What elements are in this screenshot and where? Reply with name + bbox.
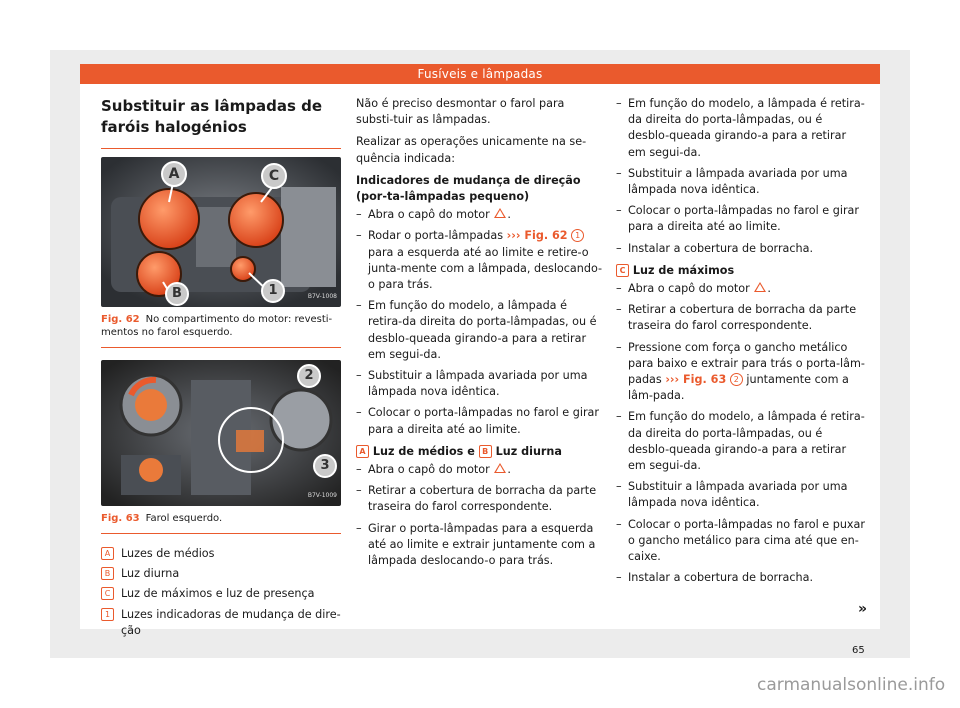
list-item: – Instalar a cobertura de borracha. (616, 241, 866, 257)
step-text: Abra o capô do motor (368, 208, 490, 222)
legend-text: Luz diurna (121, 567, 180, 581)
figure-62-caption-text: No compartimento do motor: revesti-mentos no farol esquerdo. (101, 314, 333, 338)
legend-text: Luz de máximos e luz de presença (121, 587, 315, 601)
legend-key-a: A (101, 547, 114, 560)
subheading-dipped-daytime (356, 444, 603, 460)
figure-62-code: B7V-1008 (307, 292, 337, 300)
legend-row (101, 546, 341, 562)
continue-arrow-icon: » (858, 601, 868, 617)
list-item: – Girar o porta-lâmpadas para a esquerda até ao limite e extrair juntamente com a lâmpada deslocando-o para trás. (356, 521, 603, 570)
figure-63 (101, 360, 341, 506)
key-c-icon: C (616, 264, 629, 277)
list-item: – Substituir a lâmpada avariada por uma lâmpada nova idêntica. (616, 166, 866, 198)
list-item: – Em função do modelo, a lâmpada é retira-da direita do porta-lâmpadas, ou é desblo-queada girando-a para a retirar em segui-da. (616, 96, 866, 161)
section-title: Substituir as lâmpadas de faróis halogénios (101, 96, 341, 149)
list-item: – Colocar o porta-lâmpadas no farol e puxar o gancho metálico para cima até que en-caixe. (616, 517, 866, 566)
legend-key-1: 1 (101, 608, 114, 621)
high-beam-steps (616, 281, 866, 586)
list-item: – Em função do modelo, a lâmpada é retira-da direita do porta-lâmpadas, ou é desblo-queada girando-a para a retirar em segui-da. (356, 298, 603, 363)
legend-text: Luzes indicadoras de mudança de dire-ção (121, 607, 341, 637)
list-item: – Instalar a cobertura de borracha. (616, 570, 866, 586)
watermark: carmanualsonline.info (757, 675, 946, 695)
page-number: 65 (852, 645, 865, 656)
list-item: – Em função do modelo, a lâmpada é retira-da direita do porta-lâmpadas, ou é desblo-queada girando-a para a retirar em segui-da. (616, 409, 866, 474)
step-text: Abra o capô do motor (628, 282, 750, 296)
figure-link[interactable]: ››› Fig. 62 (506, 229, 568, 243)
figure-62-number: Fig. 62 (101, 314, 140, 325)
chapter-header: Fusíveis e lâmpadas (80, 64, 880, 84)
subheading-text: Luz de médios e (369, 444, 479, 458)
warning-icon (754, 282, 766, 292)
list-item: – Retirar a cobertura de borracha da parte traseira do farol correspondente. (356, 483, 603, 515)
column-3 (616, 96, 866, 592)
legend-row (101, 566, 341, 582)
legend-row (101, 607, 341, 639)
list-item (616, 340, 866, 405)
figure-63-label-3: 3 (313, 454, 337, 478)
step-text: para a esquerda até ao limite e retire-o junta-mente com a lâmpada, deslocando-o para trás. (368, 245, 603, 292)
subheading-indicators: Indicadores de mudança de direção (por-ta-lâmpadas pequeno) (356, 173, 581, 204)
list-item: – Abra o capô do motor . (356, 462, 603, 478)
dipped-daytime-steps (356, 462, 603, 569)
sequence-paragraph: Realizar as operações unicamente na se-quência indicada: (356, 135, 587, 165)
dipped-daytime-steps-cont (616, 96, 866, 257)
list-item: – Abra o capô do motor . (616, 281, 866, 297)
figure-63-label-2: 2 (297, 364, 321, 388)
figure-62-caption (101, 307, 341, 348)
subheading-high-beam (616, 263, 866, 279)
legend-key-c: C (101, 587, 114, 600)
key-a-icon: A (356, 445, 369, 458)
figure-63-number: Fig. 63 (101, 513, 140, 524)
column-2 (356, 96, 603, 575)
figure-62-label-b: B (165, 282, 189, 306)
callout-2-icon: 2 (730, 373, 743, 386)
list-item: – Retirar a cobertura de borracha da parte traseira do farol correspondente. (616, 302, 866, 334)
list-item (356, 228, 603, 293)
subheading-text: Luz de máximos (629, 263, 735, 277)
legend-key-b: B (101, 567, 114, 580)
warning-icon (494, 463, 506, 473)
figure-62-label-c: C (261, 163, 287, 189)
list-item: – Abra o capô do motor . (356, 207, 603, 223)
legend (101, 546, 341, 639)
step-text: Abra o capô do motor (368, 463, 490, 477)
callout-1-icon: 1 (571, 229, 584, 242)
step-text: Rodar o porta-lâmpadas (368, 229, 507, 243)
list-item: – Substituir a lâmpada avariada por uma lâmpada nova idêntica. (356, 368, 603, 400)
step-text: Pressione com força o gancho metálico para baixo e extrair para trás o porta-lâm-padas (628, 340, 865, 387)
legend-row (101, 586, 341, 602)
legend-text: Luzes de médios (121, 547, 215, 560)
step-text: juntamente com a lâm-pada. (628, 373, 849, 403)
column-1 (101, 96, 341, 643)
subheading-text: Luz diurna (491, 444, 562, 458)
figure-62-label-a: A (161, 161, 187, 187)
figure-link[interactable]: ››› Fig. 63 (665, 373, 727, 387)
list-item: – Substituir a lâmpada avariada por uma lâmpada nova idêntica. (616, 479, 866, 511)
warning-icon (494, 208, 506, 218)
headlight-rear-photo (101, 157, 341, 307)
figure-63-code: B7V-1009 (307, 491, 337, 499)
figure-63-caption (101, 506, 341, 534)
intro-paragraph: Não é preciso desmontar o farol para substi-tuir as lâmpadas. (356, 97, 565, 127)
indicators-steps (356, 207, 603, 438)
list-item: – Colocar o porta-lâmpadas no farol e girar para a direita até ao limite. (616, 203, 866, 235)
figure-63-caption-text: Farol esquerdo. (145, 513, 223, 524)
figure-62-label-1: 1 (261, 279, 285, 303)
figure-62 (101, 157, 341, 307)
list-item: – Colocar o porta-lâmpadas no farol e girar para a direita até ao limite. (356, 405, 603, 437)
key-b-icon: B (479, 445, 492, 458)
